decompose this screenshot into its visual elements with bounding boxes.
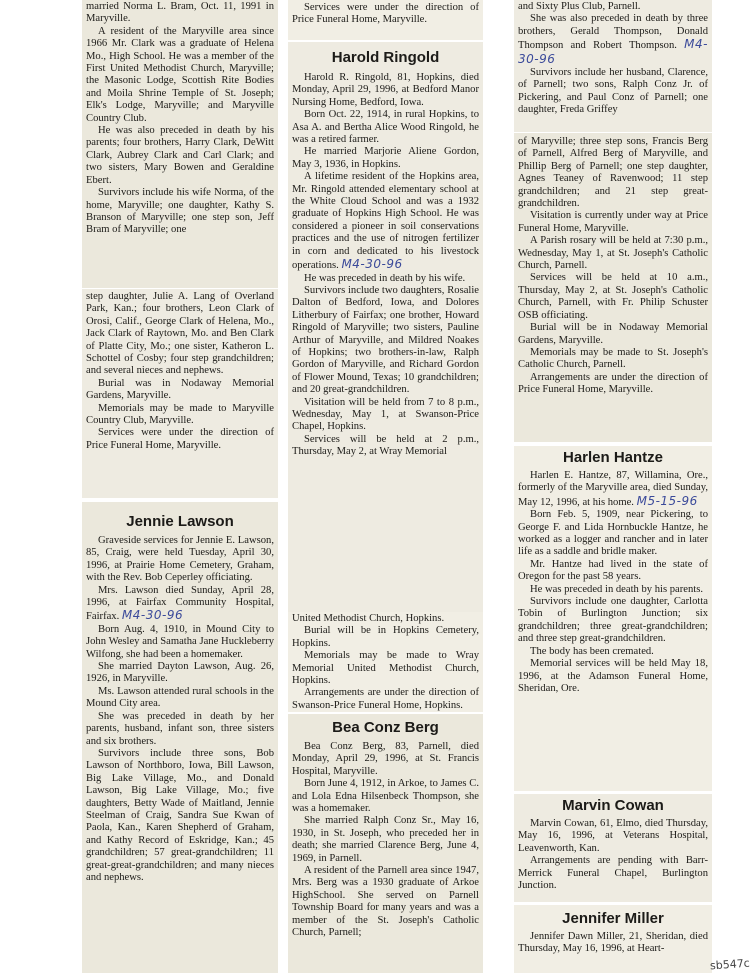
handwritten-date-note: M5-15-96: [636, 493, 698, 508]
paragraph: [86, 585, 274, 624]
harold-ringold-continued: [288, 612, 483, 712]
paragraph: A resident of the Parnell area since 1947, Mrs. Berg was a 1930 graduate of Arkoe HighSchool. She served on Parnell Township Board for many years and was a member of the St. Joseph's Catholic Church, Parnell;: [292, 865, 479, 939]
obituary-heading: Harlen Hantze: [562, 449, 664, 466]
paragraph: He married Marjorie Aliene Gordon, May 3, 1936, in Hopkins.: [292, 146, 479, 170]
column-2-top-clipping: [288, 0, 483, 40]
column-3-mid-clipping: [514, 133, 712, 442]
paragraph: United Methodist Church, Hopkins.: [292, 613, 445, 624]
paragraph: Survivors include two daughters, Rosalie Dalton of Bedford, Iowa, and Dolores Litherbury of Fairfax; one brother, Howard Ringold of Maryville; two sisters, Pauline Arthur of Maryville, and Mildred Noakes of Hopkins; two brothers-in-law, Ralph Gordon of Maryville, and Richard Gordon of Flower Mound, Texas; 10 grandchildren; and 20 great-grandchildren.: [292, 284, 479, 396]
harold-ringold-obituary: [288, 42, 483, 612]
paragraph: Burial will be in Hopkins Cemetery, Hopkins.: [292, 625, 479, 649]
paragraph: Burial will be in Nodaway Memorial Gardens, Maryville.: [518, 322, 708, 346]
paragraph: step daughter, Julie A. Lang of Overland Park, Kan.; four brothers, Leon Clark of Orosi, Calif., George Clark of Helena, Mo., Jack Clark of Raytown, Mo. and Ben Clark of Platte City, Mo.; one sister, Katheron L. Schottel of Cosby; four step grandchildren; and several nieces and nephews.: [86, 291, 274, 377]
paragraph-text: She was also preceded in death by three brothers, Gerald Thompson, Donald Thompson and Robert Thompson.: [518, 13, 708, 52]
paragraph: married Norma L. Bram, Oct. 11, 1991 in Maryville.: [86, 1, 274, 25]
paragraph: A resident of the Maryville area since 1966 Mr. Clark was a graduate of Helena Mo., High School. He was a member of the First United Methodist Church, Maryville; the Masonic Lodge, Scottish Rite Bodies and Moila Shrine Temple of St. Joseph; Elk's Lodge, Maryville; and Maryville Country Club.: [86, 25, 274, 124]
paragraph: Services will be held at 10 a.m., Thursday, May 2, at St. Joseph's Catholic Church, Parnell, with Fr. Philip Schuster OSB officiating.: [518, 272, 708, 321]
paragraph: The body has been cremated.: [530, 645, 654, 657]
paragraph: Survivors include his wife Norma, of the home, Maryville; one daughter, Kathy S. Branson of Maryville; one step son, Jeff Bram of Maryville; one: [86, 187, 274, 236]
paragraph: Memorials may be made to Maryville Country Club, Maryville.: [86, 402, 274, 427]
paragraph: Visitation will be held from 7 to 8 p.m., Wednesday, May 1, at Swanson-Price Chapel, Hopkins.: [292, 396, 479, 433]
paragraph: Arrangements are under the direction of Swanson-Price Funeral Home, Hopkins.: [292, 687, 479, 711]
paragraph: Jennifer Dawn Miller, 21, Sheridan, died Thursday, May 16, 1996, at Heart-: [518, 931, 708, 955]
obituary-heading: Jennifer Miller: [562, 910, 664, 927]
paragraph: [518, 470, 708, 509]
paragraph: He was preceded in death by his parents.: [530, 583, 703, 595]
paragraph: Born Aug. 4, 1910, in Mound City to John Wesley and Samatha Jane Huckleberry Wilfong, she had been a homemaker.: [86, 623, 274, 660]
jennie-lawson-obituary: [82, 502, 278, 973]
paragraph: of Maryville; three step sons, Francis Berg of Parnell, Alfred Berg of Maryville, and Phillip Berg of Parnell; one step daughter, Agnes Teaney of Ravenwood; 11 step grandchildren; and 21 step great-grandchildren.: [518, 136, 708, 210]
paragraph: Memorials may be made to Wray Memorial United Methodist Church, Hopkins.: [292, 650, 479, 687]
paragraph: Arrangements are under the direction of Price Funeral Home, Maryville.: [518, 371, 708, 396]
paragraph: He was preceded in death by his wife.: [304, 272, 466, 284]
paragraph-text: Harlen E. Hantze, 87, Willamina, Ore., formerly of the Maryville area, died Sunday, May 12, 1996, at his home.: [518, 470, 708, 508]
paragraph: Graveside services for Jennie E. Lawson, 85, Craig, were held Tuesday, April 30, 1996, at Prairie Home Cemetery, Graham, with the Rev. Bob Ceperley officiating.: [86, 535, 274, 584]
bea-conz-berg-obituary: [288, 714, 483, 973]
paragraph: Arrangements are pending with Barr-Merrick Funeral Chapel, Burlington Junction.: [518, 855, 708, 892]
harlen-hantze-obituary: [514, 446, 712, 791]
handwritten-date-note: M4-30-96: [121, 608, 184, 623]
marvin-cowan-obituary: [514, 794, 712, 902]
paragraph: [292, 171, 479, 272]
paragraph: Services were under the direction of Price Funeral Home, Maryville.: [292, 2, 479, 26]
paragraph: She married Ralph Conz Sr., May 16, 1930, in St. Joseph, who preceded her in death; she married Clarence Berg, June 4, 1969, in Parnell.: [292, 815, 479, 864]
paragraph: Harold R. Ringold, 81, Hopkins, died Monday, April 29, 1996, at Bedford Manor Nursing Home, Bedford, Iowa.: [292, 72, 479, 108]
paragraph: and Sixty Plus Club, Parnell.: [518, 1, 641, 12]
paragraph: He was also preceded in death by his parents; four brothers, Harry Clark, DeWitt Clark, Aubrey Clark and Carl Clark; and two sisters, Mary Bowen and Geraldine Ebert.: [86, 125, 274, 186]
paragraph: Services were under the direction of Price Funeral Home, Maryville.: [86, 427, 274, 451]
paragraph: Visitation is currently under way at Price Funeral Home, Maryville.: [518, 210, 708, 234]
handwritten-date-note: M4-30-96: [518, 37, 708, 66]
obituary-heading: Harold Ringold: [331, 49, 440, 66]
paragraph: Survivors include three sons, Bob Lawson of Northboro, Iowa, Bill Lawson, Big Lake Village, Mo., and Donald Lawson, Big Lake Village, Mo.; five daughters, Betty Wade of Maitland, Jennie Steelman of Craig, Sandra Sue Kwan of Paola, Kan., Karen Shepherd of Graham, and Kathy Record of Eskridge, Kan.; 45 grandchildren; 57 great-grandchildren; 11 great-great-grandchildren; and many nieces and nephews.: [86, 747, 274, 883]
paragraph: She was preceded in death by her parents, husband, infant son, three sisters and six brothers.: [86, 710, 274, 747]
paragraph: Born Feb. 5, 1909, near Pickering, to George F. and Lida Hornbuckle Hantze, he worked as a logger and rancher and in later life as a saddle and bridle maker.: [518, 509, 708, 558]
paragraph: A Parish rosary will be held at 7:30 p.m., Wednesday, May 1, at St. Joseph's Catholic Church, Parnell.: [518, 235, 708, 272]
handwritten-margin-note: sb547c: [709, 956, 750, 973]
jennifer-miller-obituary: [514, 905, 712, 973]
paragraph: Born June 4, 1912, in Arkoe, to James C. and Lola Edna Hilsenbeck Thompson, she was a homemaker.: [292, 778, 479, 815]
paragraph-text: A lifetime resident of the Hopkins area, Mr. Ringold attended elementary school at the White Cloud School and was a 1932 graduate of Hopkins High School. He was considered a pioneer in soil conservations practices and the use of nitrogen fertilizer in corn and dedicated to his livestock operations.: [292, 171, 479, 272]
column-3-top-clipping: [514, 0, 712, 132]
obituary-heading: Jennie Lawson: [126, 513, 234, 530]
handwritten-date-note: M4-30-96: [341, 257, 403, 272]
paragraph: Memorials may be made to St. Joseph's Catholic Church, Parnell.: [518, 346, 708, 371]
paragraph: Born Oct. 22, 1914, in rural Hopkins, to Asa A. and Bertha Alice Wood Ringold, he was a retired farmer.: [292, 109, 479, 146]
paragraph: She married Dayton Lawson, Aug. 26, 1926, in Maryville.: [86, 661, 274, 685]
obituary-heading: Bea Conz Berg: [332, 719, 439, 736]
column-1-mid-clipping: [82, 289, 278, 498]
paragraph: Survivors include her husband, Clarence, of Parnell; two sons, Ralph Conz Jr. of Pickering, and Paul Conz of Parnell; one daughter, Freda Griffey: [518, 67, 708, 116]
paragraph: Bea Conz Berg, 83, Parnell, died Monday, April 29, 1996, at St. Francis Hospital, Maryville.: [292, 741, 479, 777]
paragraph: Mr. Hantze had lived in the state of Oregon for the past 58 years.: [518, 558, 708, 583]
paragraph: Survivors include one daughter, Carlotta Tobin of Burlington Junction; six grandchildren; three great-grandchildren; and three step great-grandchildren.: [518, 596, 708, 645]
paragraph: [518, 13, 708, 67]
column-1-top-clipping: [82, 0, 278, 288]
paragraph: Services will be held at 2 p.m., Thursday, May 2, at Wray Memorial: [292, 433, 479, 458]
paragraph: Marvin Cowan, 61, Elmo, died Thursday, May 16, 1996, at Veterans Hospital, Leavenworth, Kan.: [518, 818, 708, 854]
paragraph: Ms. Lawson attended rural schools in the Mound City area.: [86, 685, 274, 710]
paragraph: Memorial services will be held May 18, 1996, at the Adamson Funeral Home, Sheridan, Ore.: [518, 658, 708, 694]
paragraph-text: Mrs. Lawson died Sunday, April 28, 1996, at Fairfax Community Hospital, Fairfax.: [86, 584, 274, 623]
obituary-heading: Marvin Cowan: [562, 797, 664, 814]
paragraph: Burial was in Nodaway Memorial Gardens, Maryville.: [86, 377, 274, 402]
